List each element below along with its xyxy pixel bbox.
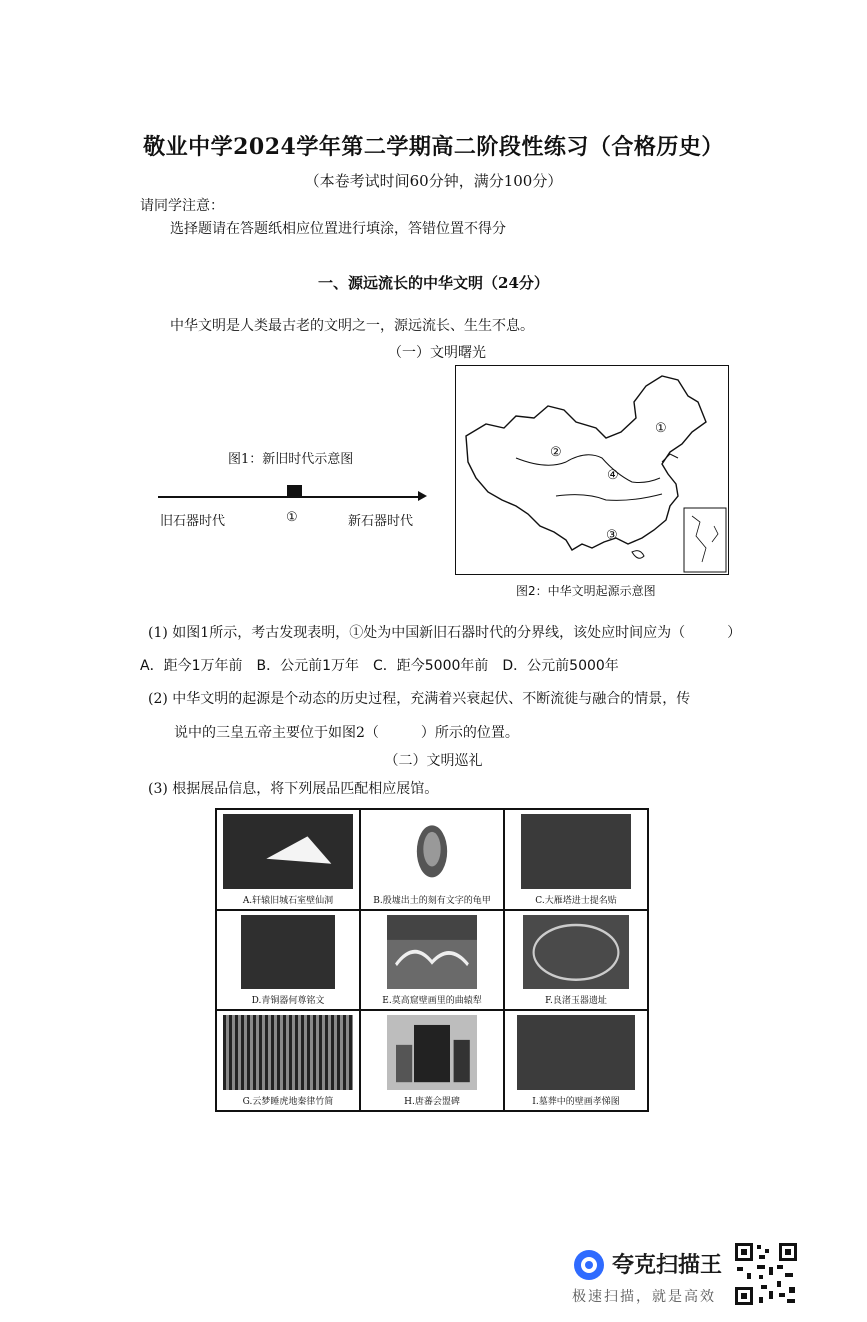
exhibit-caption: B.殷墟出土的刻有文字的龟甲 [373,895,491,906]
china-outline-map [456,366,727,573]
figure2-caption: 图2：中华文明起源示意图 [516,584,656,598]
exhibit-photo-mural [387,915,477,990]
map-marker-1: ① [655,421,667,436]
exhibit-caption: I.墓葬中的壁画孝悌图 [532,1096,620,1107]
quark-logo-icon [572,1248,606,1282]
timeline-label-mark: ① [286,510,298,525]
question-3: (3) 根据展品信息，将下列展品匹配相应展馆。 [148,781,439,797]
question-2-line2: 说中的三皇五帝主要位于如图2（ ）所示的位置。 [174,725,519,741]
exhibit-photo-stele [387,1015,477,1090]
exhibit-caption: H.唐蕃会盟碑 [404,1096,460,1107]
exhibit-caption: D.青铜器何尊铭文 [251,996,325,1007]
timeline-arrow-icon [418,491,427,501]
note-heading: 请同学注意： [140,198,224,214]
timeline-marker [287,485,302,496]
exhibit-caption: G.云梦睡虎地秦律竹简 [242,1096,334,1107]
section-intro: 中华文明是人类最古老的文明之一，源远流长、生生不息。 [170,318,534,334]
china-map-figure [455,365,729,575]
exhibit-cell-d [216,910,360,1011]
brand-name: 夸克扫描王 [612,1253,723,1278]
exhibit-caption: A.轩辕旧城石室壁仙洞 [242,895,334,906]
section-heading: 一、源远流长的中华文明（24分） [318,274,549,292]
map-marker-4: ④ [607,468,619,483]
exhibit-photo-cave [223,814,353,889]
timeline-label-old: 旧石器时代 [160,514,226,529]
figure1-caption: 图1：新旧时代示意图 [228,452,354,467]
exhibit-photo-site [523,915,629,990]
map-marker-3: ③ [606,528,618,543]
exhibit-photo-bamboo-slips [223,1015,353,1090]
note-body: 选择题请在答题纸相应位置进行填涂，答错位置不得分 [170,221,506,237]
question-2-line1: (2) 中华文明的起源是个动态的历史过程，充满着兴衰起伏、不断流徙与融合的情景，传 [148,691,691,707]
exhibit-cell-b [360,809,504,910]
timeline-label-new: 新石器时代 [348,514,414,529]
exhibit-cell-f [504,910,648,1011]
exhibit-grid [215,808,649,1112]
exhibit-cell-h [360,1010,504,1111]
brand-tagline: 极速扫描，就是高效 [572,1289,716,1305]
question-1: (1) 如图1所示，考古发现表明，①处为中国新旧石器时代的分界线，该处应时间应为（ ） [148,625,742,641]
exhibit-caption: C.大雁塔进士提名贴 [535,895,617,906]
exhibit-caption: F.良渚玉器遗址 [545,996,607,1007]
exhibit-cell-e [360,910,504,1011]
exhibit-photo-tomb-mural [517,1015,635,1090]
exhibit-cell-a [216,809,360,910]
exhibit-cell-g [216,1010,360,1111]
exam-subtitle: （本卷考试时间60分钟，满分100分） [304,172,563,190]
question-1-options: A．距今1万年前 B．公元前1万年 C．距今5000年前 D．公元前5000年 [140,658,619,674]
timeline-axis [158,496,420,498]
exhibit-cell-i [504,1010,648,1111]
map-marker-2: ② [550,445,562,460]
qr-code-icon[interactable] [733,1241,799,1307]
exhibit-photo-tortoise-shell [367,814,497,889]
page-title: 敬业中学2024学年第二学期高二阶段性练习（合格历史） [143,134,724,160]
subsection-heading-2: （二）文明巡礼 [384,753,483,769]
exhibit-photo-inscription [521,814,631,889]
exhibit-cell-c [504,809,648,910]
exhibit-photo-bronze [241,915,335,990]
exhibit-caption: E.莫高窟壁画里的曲辕犁 [382,996,482,1007]
subsection-heading-1: （一）文明曙光 [388,345,486,361]
